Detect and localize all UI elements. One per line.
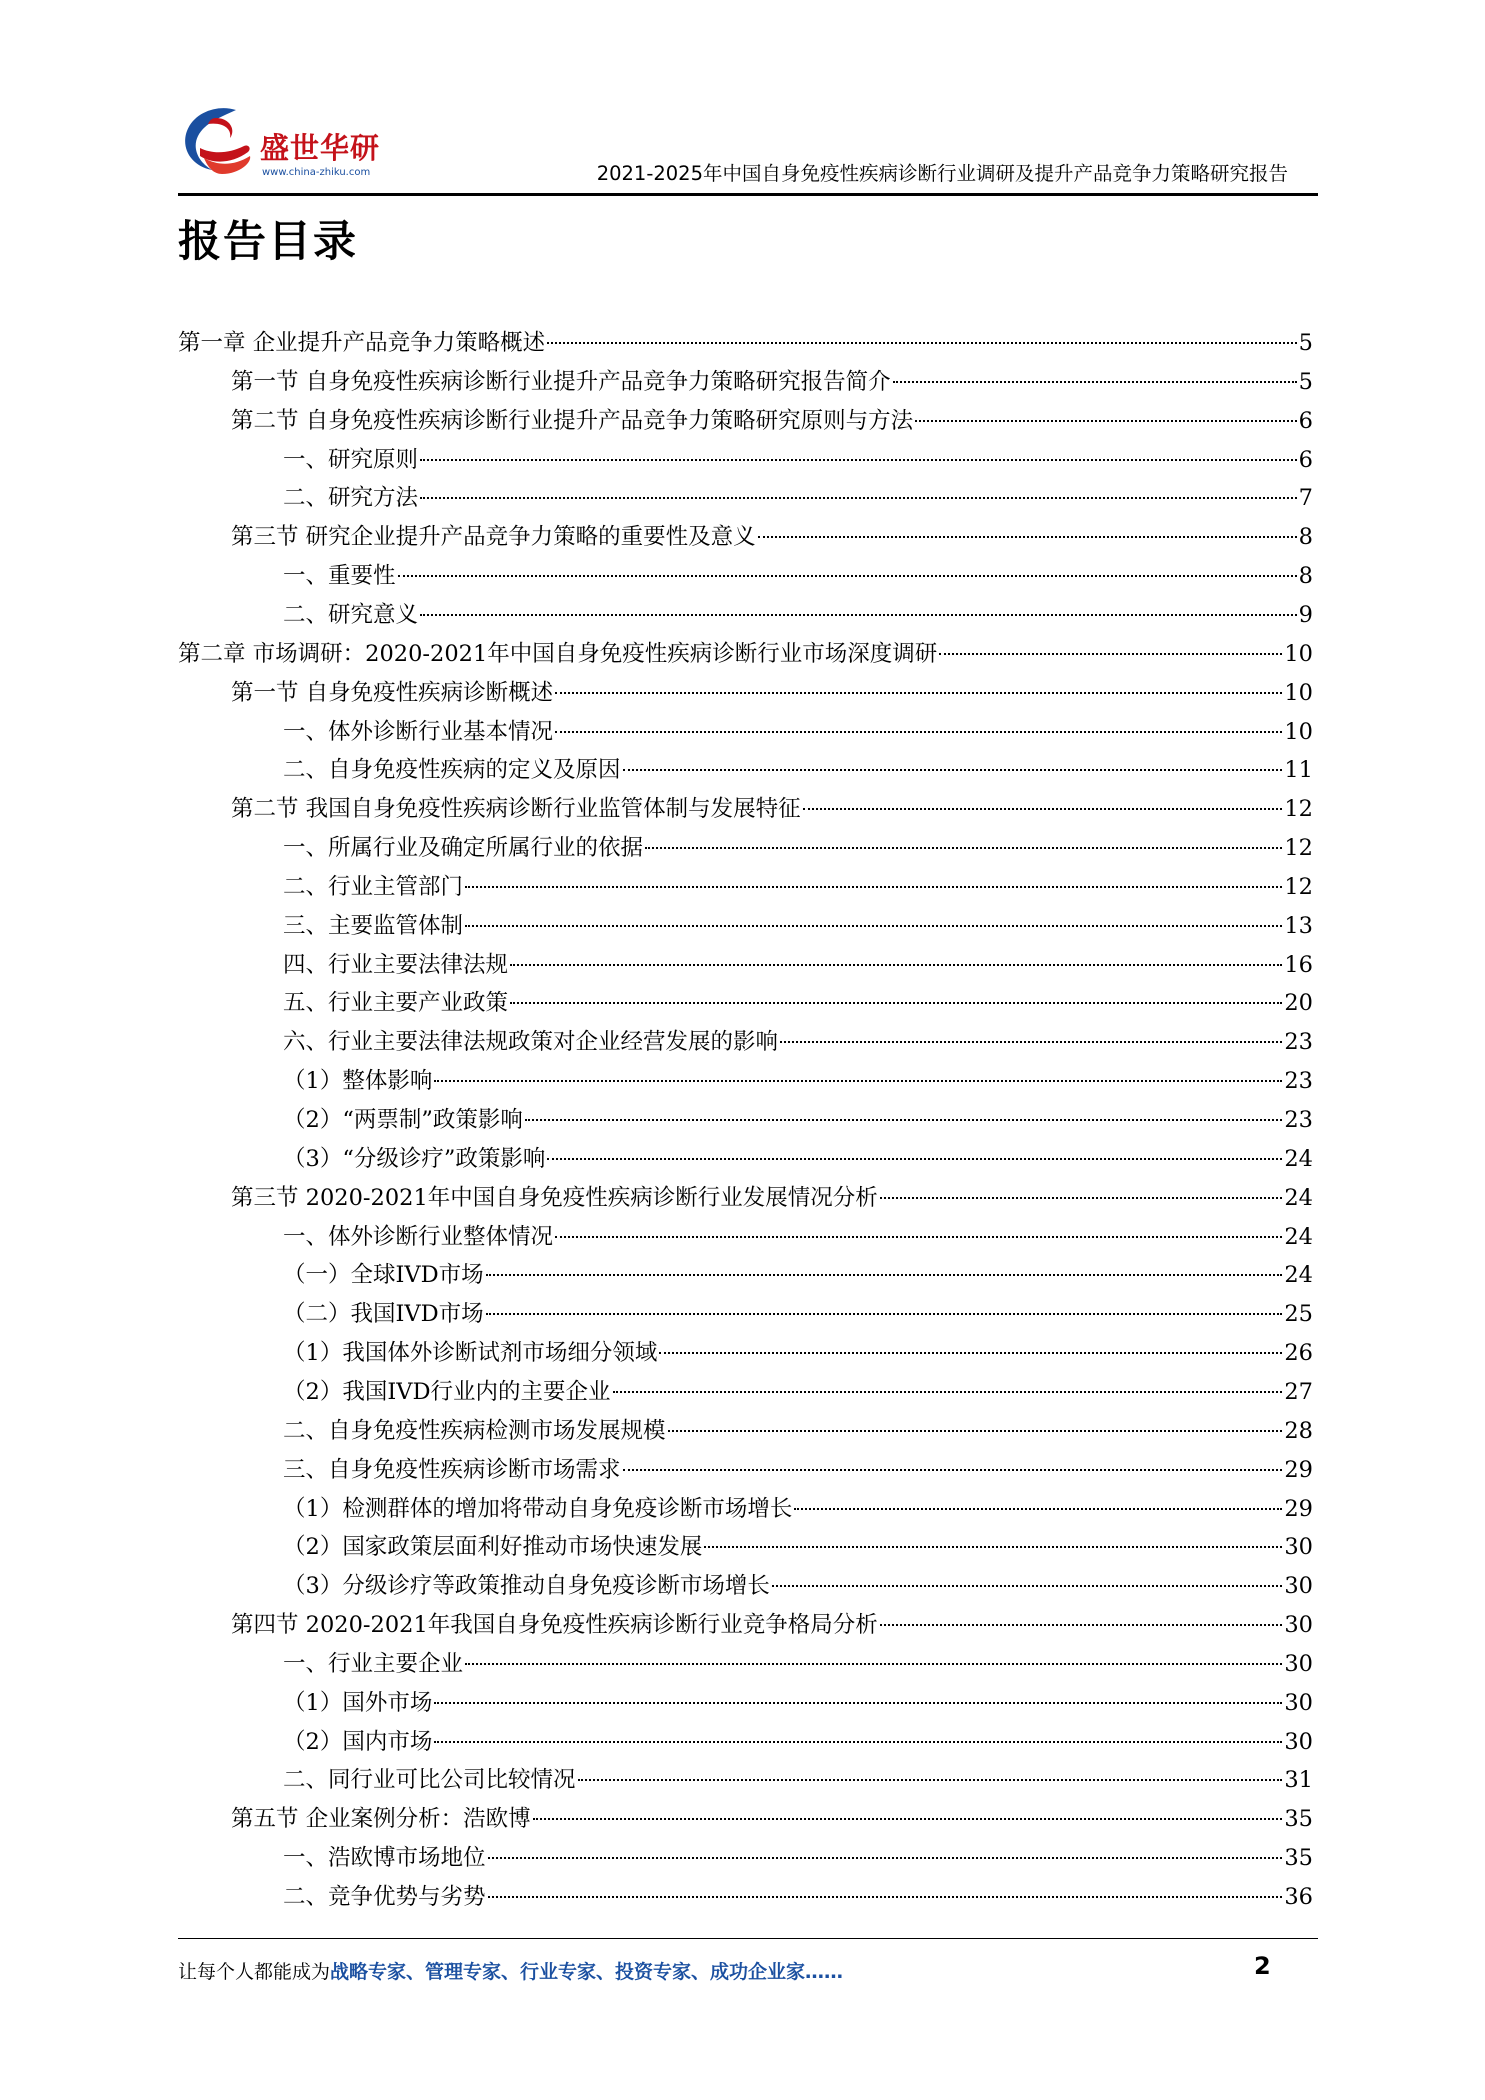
logo-url: www.china-zhiku.com <box>262 167 371 178</box>
toc-dot-leader <box>510 964 1282 966</box>
toc-dot-leader <box>794 1508 1282 1510</box>
toc-dot-leader <box>488 1857 1283 1859</box>
toc-entry-page: 30 <box>1284 1650 1313 1677</box>
toc-dot-leader <box>420 459 1297 461</box>
toc-dot-leader <box>510 1002 1282 1004</box>
toc-dot-leader <box>803 808 1283 810</box>
toc-entry-page: 25 <box>1284 1301 1313 1328</box>
toc-entry-page: 6 <box>1298 407 1313 434</box>
toc-entry-page: 35 <box>1284 1806 1313 1833</box>
toc-entry-page: 12 <box>1284 835 1313 862</box>
toc-entry[interactable] <box>283 751 1313 789</box>
toc-entry-page: 8 <box>1298 524 1313 551</box>
toc-entry[interactable] <box>283 1528 1313 1566</box>
toc-entry-title: 五、行业主要产业政策 <box>283 990 509 1017</box>
toc-entry-title: 第二节 我国自身免疫性疾病诊断行业监管体制与发展特征 <box>231 796 801 823</box>
toc-entry-title: 一、研究原则 <box>283 446 419 473</box>
toc-dot-leader <box>555 1236 1282 1238</box>
toc-dot-leader <box>547 342 1297 344</box>
toc-dot-leader <box>465 1663 1282 1665</box>
toc-entry-title: （二）我国IVD市场 <box>283 1301 484 1328</box>
toc-entry[interactable] <box>283 1062 1313 1100</box>
toc-entry[interactable] <box>283 984 1313 1022</box>
footer-slogan <box>178 1957 843 1984</box>
toc-entry[interactable] <box>283 1490 1313 1528</box>
toc-dot-leader <box>578 1779 1283 1781</box>
toc-entry-title: 第二节 自身免疫性疾病诊断行业提升产品竞争力策略研究原则与方法 <box>231 407 914 434</box>
toc-entry-title: 一、体外诊断行业整体情况 <box>283 1223 554 1250</box>
toc-entry[interactable] <box>231 518 1313 556</box>
toc-dot-leader <box>623 1469 1283 1471</box>
toc-entry-page: 6 <box>1298 446 1313 473</box>
toc-dot-leader <box>434 1080 1282 1082</box>
toc-entry-page: 12 <box>1284 873 1313 900</box>
toc-entry-title: 三、主要监管体制 <box>283 912 464 939</box>
toc-entry[interactable] <box>178 324 1313 362</box>
toc-dot-leader <box>880 1624 1283 1626</box>
toc-entry[interactable] <box>283 1412 1313 1450</box>
toc-entry-title: 一、行业主要企业 <box>283 1650 464 1677</box>
toc-entry[interactable] <box>283 1645 1313 1683</box>
toc-entry-title: 第三节 2020-2021年中国自身免疫性疾病诊断行业发展情况分析 <box>231 1184 878 1211</box>
toc-entry-page: 27 <box>1284 1378 1313 1405</box>
toc-entry-page: 36 <box>1284 1884 1313 1910</box>
toc-entry[interactable] <box>231 790 1313 828</box>
page-heading: 报告目录 <box>178 217 358 267</box>
toc-entry[interactable] <box>283 713 1313 751</box>
toc-dot-leader <box>486 1274 1283 1276</box>
toc-entry[interactable] <box>231 363 1313 401</box>
toc-entry[interactable] <box>283 1101 1313 1139</box>
toc-dot-leader <box>465 886 1282 888</box>
toc-dot-leader <box>547 1158 1282 1160</box>
toc-entry-page: 30 <box>1284 1689 1313 1716</box>
toc-entry[interactable] <box>283 479 1313 517</box>
toc-entry-title: （一）全球IVD市场 <box>283 1262 484 1289</box>
toc-dot-leader <box>880 1197 1283 1199</box>
toc-entry-title: 第一节 自身免疫性疾病诊断概述 <box>231 679 554 706</box>
toc-entry[interactable] <box>283 1023 1313 1061</box>
footer-slogan-emphasis: 战略专家、管理专家、行业专家、投资专家、成功企业家…… <box>330 1961 844 1983</box>
toc-entry-page: 5 <box>1298 368 1313 395</box>
toc-entry[interactable] <box>283 907 1313 945</box>
toc-entry-page: 24 <box>1284 1145 1313 1172</box>
toc-entry-title: 二、同行业可比公司比较情况 <box>283 1767 576 1794</box>
toc-entry-title: 二、竞争优势与劣势 <box>283 1884 486 1910</box>
toc-entry-page: 7 <box>1298 485 1313 512</box>
toc-entry-title: （1）我国体外诊断试剂市场细分领域 <box>283 1340 658 1367</box>
toc-entry-page: 30 <box>1284 1612 1313 1639</box>
toc-entry-title: 第一章 企业提升产品竞争力策略概述 <box>178 330 546 356</box>
toc-entry-title: 二、研究意义 <box>283 601 419 628</box>
toc-entry[interactable] <box>283 1140 1313 1178</box>
toc-dot-leader <box>434 1741 1282 1743</box>
toc-entry[interactable] <box>283 1723 1313 1761</box>
toc-entry-title: （2）国家政策层面利好推动市场快速发展 <box>283 1534 703 1561</box>
toc-entry-title: 四、行业主要法律法规 <box>283 951 509 978</box>
toc-entry-page: 30 <box>1284 1573 1313 1600</box>
toc-entry[interactable] <box>283 829 1313 867</box>
toc-entry-title: （3）分级诊疗等政策推动自身免疫诊断市场增长 <box>283 1573 770 1600</box>
toc-entry[interactable] <box>283 1878 1313 1916</box>
toc-dot-leader <box>659 1352 1282 1354</box>
toc-dot-leader <box>486 1313 1283 1315</box>
toc-entry[interactable] <box>283 1761 1313 1799</box>
toc-entry-title: （2）“两票制”政策影响 <box>283 1107 523 1133</box>
toc-entry-title: （1）整体影响 <box>283 1068 433 1095</box>
toc-entry-title: 第四节 2020-2021年我国自身免疫性疾病诊断行业竞争格局分析 <box>231 1612 878 1639</box>
toc-entry-page: 30 <box>1284 1728 1313 1755</box>
company-logo <box>178 104 381 184</box>
toc-entry[interactable] <box>283 1684 1313 1722</box>
toc-dot-leader <box>555 692 1282 694</box>
toc-entry-title: （1）检测群体的增加将带动自身免疫诊断市场增长 <box>283 1495 793 1522</box>
toc-entry-page: 13 <box>1284 912 1313 939</box>
toc-entry[interactable] <box>231 402 1313 440</box>
toc-entry-title: 第五节 企业案例分析：浩欧博 <box>231 1806 531 1833</box>
toc-entry[interactable] <box>283 1295 1313 1333</box>
toc-dot-leader <box>780 1041 1282 1043</box>
toc-entry[interactable] <box>283 1839 1313 1877</box>
toc-entry-title: 第三节 研究企业提升产品竞争力策略的重要性及意义 <box>231 524 756 551</box>
toc-entry[interactable] <box>283 1567 1313 1605</box>
toc-entry-page: 30 <box>1284 1534 1313 1561</box>
toc-dot-leader <box>623 769 1283 771</box>
toc-entry-page: 29 <box>1284 1495 1313 1522</box>
toc-entry-title: （1）国外市场 <box>283 1689 433 1716</box>
toc-entry-title: （3）“分级诊疗”政策影响 <box>283 1145 546 1172</box>
header-divider <box>178 193 1318 196</box>
toc-entry[interactable] <box>283 557 1313 595</box>
toc-entry[interactable] <box>231 674 1313 712</box>
toc-dot-leader <box>420 497 1297 499</box>
toc-entry-title: 二、研究方法 <box>283 485 419 512</box>
toc-entry[interactable] <box>283 441 1313 479</box>
toc-dot-leader <box>704 1546 1282 1548</box>
footer-divider <box>178 1938 1318 1939</box>
toc-entry-page: 24 <box>1284 1223 1313 1250</box>
toc-entry-page: 10 <box>1284 679 1313 706</box>
toc-entry-title: 二、行业主管部门 <box>283 873 464 900</box>
logo-swoosh-icon <box>178 104 262 184</box>
toc-entry-page: 28 <box>1284 1417 1313 1444</box>
toc-entry[interactable] <box>231 1800 1313 1838</box>
toc-entry-title: 第一节 自身免疫性疾病诊断行业提升产品竞争力策略研究报告简介 <box>231 368 891 395</box>
toc-entry[interactable] <box>283 946 1313 984</box>
toc-entry-page: 20 <box>1284 990 1313 1017</box>
toc-entry-page: 9 <box>1298 601 1313 628</box>
report-title: 2021-2025年中国自身免疫性疾病诊断行业调研及提升产品竞争力策略研究报告 <box>596 162 1288 185</box>
toc-entry[interactable] <box>231 1179 1313 1217</box>
toc-dot-leader <box>465 925 1282 927</box>
toc-entry-page: 12 <box>1284 796 1313 823</box>
toc-entry-page: 8 <box>1298 563 1313 590</box>
toc-dot-leader <box>555 731 1282 733</box>
footer-slogan-lead: 让每个人都能成为 <box>178 1961 331 1983</box>
toc-entry[interactable] <box>283 868 1313 906</box>
toc-entry[interactable] <box>178 635 1313 673</box>
toc-entry-page: 16 <box>1284 951 1313 978</box>
toc-entry-page: 24 <box>1284 1262 1313 1289</box>
toc-entry-page: 11 <box>1284 757 1313 784</box>
toc-dot-leader <box>668 1430 1283 1432</box>
toc-dot-leader <box>772 1585 1283 1587</box>
toc-entry[interactable] <box>283 1218 1313 1256</box>
toc-entry-page: 23 <box>1284 1068 1313 1095</box>
toc-dot-leader <box>893 381 1297 383</box>
toc-dot-leader <box>613 1391 1283 1393</box>
toc-dot-leader <box>420 614 1297 616</box>
toc-entry-page: 29 <box>1284 1456 1313 1483</box>
toc-entry[interactable] <box>283 1373 1313 1411</box>
toc-dot-leader <box>488 1896 1283 1898</box>
toc-entry-page: 35 <box>1284 1845 1313 1872</box>
toc-entry-page: 26 <box>1284 1340 1313 1367</box>
toc-dot-leader <box>758 536 1297 538</box>
toc-entry-title: 六、行业主要法律法规政策对企业经营发展的影响 <box>283 1029 779 1056</box>
toc-entry-page: 24 <box>1284 1184 1313 1211</box>
toc-entry-page: 10 <box>1284 718 1313 745</box>
toc-entry[interactable] <box>283 1451 1313 1489</box>
toc-entry-title: 二、自身免疫性疾病检测市场发展规模 <box>283 1417 666 1444</box>
toc-dot-leader <box>398 575 1297 577</box>
toc-entry-page: 10 <box>1284 640 1313 667</box>
toc-dot-leader <box>434 1702 1282 1704</box>
toc-dot-leader <box>525 1119 1283 1121</box>
toc-entry-title: 一、所属行业及确定所属行业的依据 <box>283 835 644 862</box>
toc-entry-page: 23 <box>1284 1029 1313 1056</box>
toc-entry[interactable] <box>283 1334 1313 1372</box>
page-number: 2 <box>1254 1952 1271 1980</box>
toc-entry-page: 31 <box>1284 1767 1313 1794</box>
toc-dot-leader <box>939 653 1282 655</box>
toc-entry-title: 一、体外诊断行业基本情况 <box>283 718 554 745</box>
toc-dot-leader <box>533 1818 1283 1820</box>
toc-dot-leader <box>645 847 1282 849</box>
toc-entry-title: 第二章 市场调研：2020-2021年中国自身免疫性疾病诊断行业市场深度调研 <box>178 640 938 667</box>
toc-entry-page: 5 <box>1298 330 1313 356</box>
toc-entry-title: 一、重要性 <box>283 563 396 590</box>
toc-entry-title: 一、浩欧博市场地位 <box>283 1845 486 1872</box>
toc-entry[interactable] <box>283 1256 1313 1294</box>
toc-entry[interactable] <box>231 1606 1313 1644</box>
toc-entry[interactable] <box>283 596 1313 634</box>
toc-dot-leader <box>915 420 1297 422</box>
toc-entry-page: 23 <box>1284 1107 1313 1133</box>
toc-entry-title: 三、自身免疫性疾病诊断市场需求 <box>283 1456 621 1483</box>
toc-entry-title: （2）我国IVD行业内的主要企业 <box>283 1378 611 1405</box>
toc-entry-title: （2）国内市场 <box>283 1728 433 1755</box>
logo-wordmark: 盛世华研 <box>260 131 381 165</box>
toc-entry-title: 二、自身免疫性疾病的定义及原因 <box>283 757 621 784</box>
